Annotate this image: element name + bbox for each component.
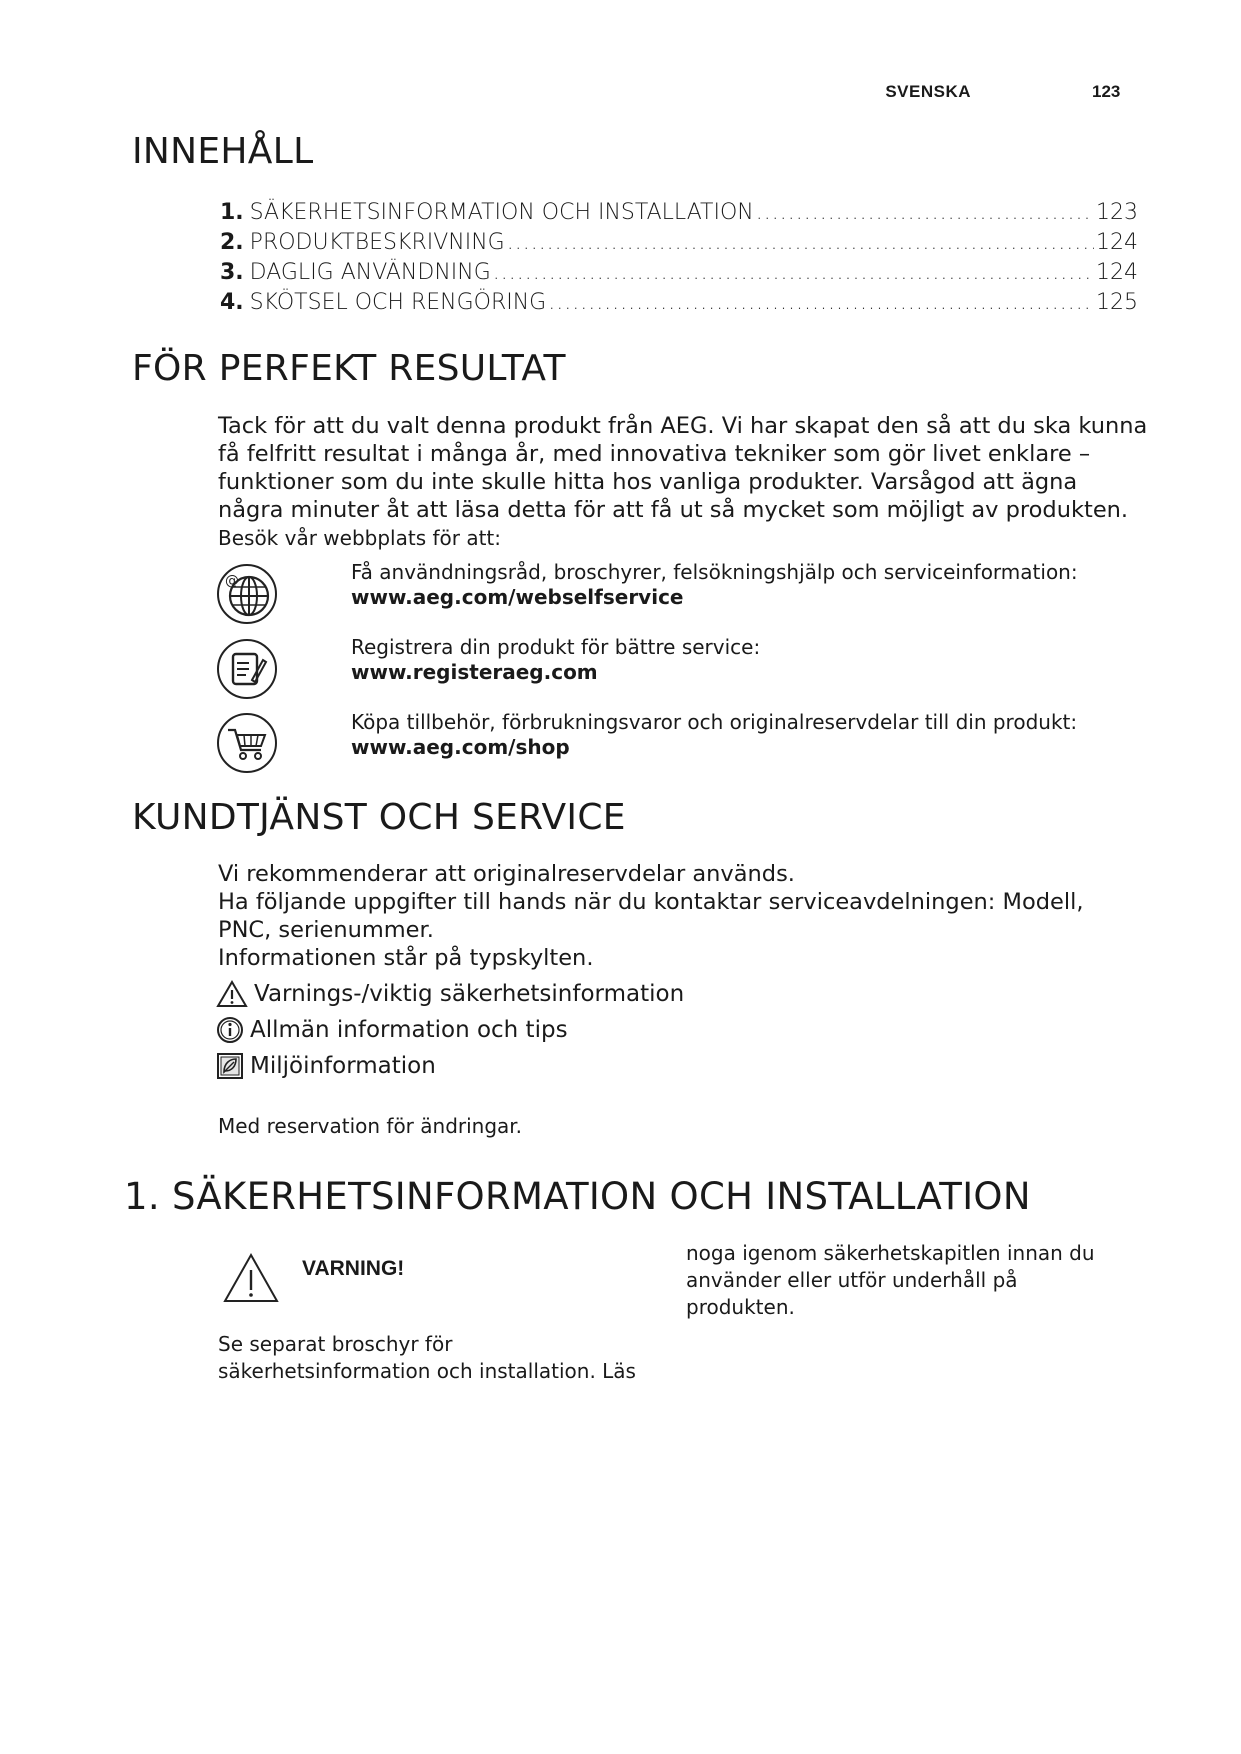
toc-item[interactable] [220,198,1138,228]
toc-item-page: 124 [1096,230,1138,255]
legend-text: Allmän information och tips [250,1017,568,1043]
service-line: PNC, serienummer. [218,917,434,943]
toc-item-number: 3. [220,260,244,285]
intro-line: Tack för att du valt denna produkt från AEG. Vi har skapat den så att du ska kunna [218,413,1148,439]
safety-line: noga igenom säkerhetskapitlen innan du [686,1241,1095,1265]
toc-item-number: 4. [220,290,244,315]
service-line: Informationen står på typskylten. [218,945,594,971]
service-title: KUNDTJÄNST OCH SERVICE [132,797,626,838]
toc-item-page: 125 [1096,290,1138,315]
toc-item-page: 124 [1096,260,1138,285]
intro-line: få felfritt resultat i många år, med innovativa tekniker som gör livet enklare – [218,441,1091,467]
safety-line: använder eller utför underhåll på [686,1268,1018,1292]
link-description: Registrera din produkt för bättre service: [351,635,761,659]
toc-leader-dots [493,258,1094,288]
warning-label: VARNING! [302,1257,405,1280]
globe-icon [216,563,278,625]
safety-line: Se separat broschyr för [218,1332,453,1356]
toc-item[interactable] [220,258,1138,288]
toc-item-number: 2. [220,230,244,255]
safety-title: 1. SÄKERHETSINFORMATION OCH INSTALLATION [124,1175,1031,1218]
info-icon [216,1016,244,1044]
table-of-contents [220,198,1138,318]
toc-leader-dots [756,198,1094,228]
safety-line: säkerhetsinformation och installation. Läs [218,1359,636,1383]
toc-leader-dots [507,228,1094,258]
service-line: Ha följande uppgifter till hands när du kontaktar serviceavdelningen: Modell, [218,889,1084,915]
service-line: Vi rekommenderar att originalreservdelar används. [218,861,795,887]
webselfservice-link[interactable]: www.aeg.com/webselfservice [351,585,684,609]
warning-icon [216,980,248,1008]
perfect-result-intro [218,412,1158,524]
intro-line: funktioner som du inte skulle hitta hos vanliga produkter. Varsågod att ägna [218,469,1078,495]
cart-icon [216,712,278,774]
toc-item-label: SÄKERHETSINFORMATION OCH INSTALLATION [249,200,754,225]
header-language: SVENSKA [885,82,971,101]
service-text [218,860,1158,972]
warning-icon [222,1252,280,1304]
legend-item [216,1048,684,1084]
toc-leader-dots [548,288,1094,318]
legend-item [216,1012,684,1048]
toc-item-page: 123 [1096,200,1138,225]
symbol-legend [216,976,684,1084]
visit-text: Besök vår webbplats för att: [218,526,502,550]
link-description: Köpa tillbehör, förbrukningsvaror och originalreservdelar till din produkt: [351,710,1078,734]
toc-item-label: SKÖTSEL OCH RENGÖRING [249,290,547,315]
toc-item-label: DAGLIG ANVÄNDNING [249,260,491,285]
shop-link[interactable]: www.aeg.com/shop [351,735,570,759]
legend-text: Varnings-/viktig säkerhetsinformation [254,981,685,1007]
toc-item-label: PRODUKTBESKRIVNING [249,230,505,255]
registeraeg-link[interactable]: www.registeraeg.com [351,660,598,684]
register-icon [216,638,278,700]
contents-title: INNEHÅLL [132,131,314,172]
toc-item[interactable] [220,288,1138,318]
reservation-note: Med reservation för ändringar. [218,1114,523,1138]
legend-item [216,976,684,1012]
toc-item[interactable] [220,228,1138,258]
safety-left-text [218,1331,636,1385]
safety-line: produkten. [686,1295,795,1319]
safety-right-text [686,1240,1095,1321]
link-description: Få användningsråd, broschyrer, felsökningshjälp och serviceinformation: [351,560,1078,584]
perfect-result-title: FÖR PERFEKT RESULTAT [132,348,566,389]
legend-text: Miljöinformation [250,1053,436,1079]
svg-text:@: @ [225,573,239,589]
header-page-number: 123 [1092,82,1121,101]
toc-item-number: 1. [220,200,244,225]
intro-line: några minuter åt att läsa detta för att få ut så mycket som möjligt av produkten. [218,497,1129,523]
environment-icon [216,1052,244,1080]
